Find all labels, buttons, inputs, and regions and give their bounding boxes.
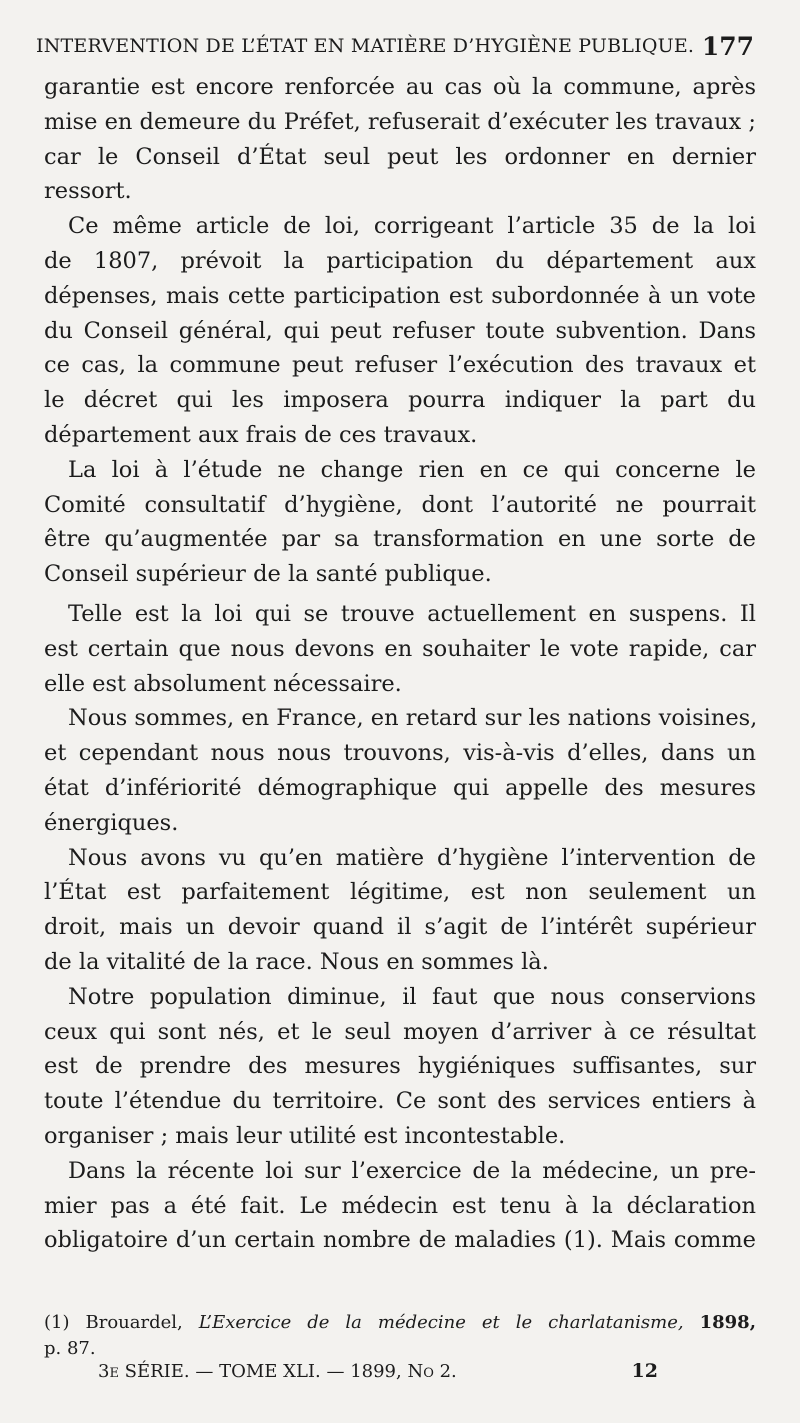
text-line: département aux frais de ces travaux. [44, 421, 478, 448]
text-line: énergiques. [44, 809, 179, 836]
text-line: Nous sommes, en France, en retard sur les nations voisines, [68, 705, 758, 732]
text-line: obligatoire d’un certain nombre de maladies (1). Mais comme [44, 1227, 756, 1254]
text-line: Nous avons vu qu’en matière d’hygiène l’intervention de [68, 844, 756, 871]
text-line: mise en demeure du Préfet, refuserait d’exécuter les travaux ; [44, 108, 756, 135]
running-title: INTERVENTION DE L’ÉTAT EN MATIÈRE D’HYGIÈNE PUBLIQUE. [36, 35, 695, 57]
page-number: 177 [701, 32, 754, 61]
text-line: ceux qui sont nés, et le seul moyen d’arriver à ce résultat [44, 1018, 756, 1045]
footnote [44, 1310, 756, 1362]
footnote-author: Brouardel, [85, 1312, 183, 1333]
text-line: mier pas a été fait. Le médecin est tenu à la déclaration [44, 1192, 756, 1219]
text-line: de 1807, prévoit la participation du département aux [44, 247, 756, 274]
text-line: Telle est la loi qui se trouve actuellement en suspens. Il [68, 600, 756, 627]
footnote-pages: p. 87. [44, 1338, 96, 1359]
text-line: et cependant nous nous trouvons, vis-à-vis d’elles, dans un [44, 740, 756, 767]
text-line: Notre population diminue, il faut que nous conservions [68, 983, 756, 1010]
text-line: Ce même article de loi, corrigeant l’article 35 de la loi [68, 213, 756, 240]
text-line: est de prendre des mesures hygiéniques suffisantes, sur [44, 1053, 756, 1080]
text-line: toute l’étendue du territoire. Ce sont des services entiers à [44, 1088, 756, 1115]
footnote-marker: (1) [44, 1312, 70, 1333]
body-text [44, 70, 756, 1258]
text-line: état d’infériorité démographique qui appelle des mesures [44, 774, 756, 801]
footnote-line [44, 1310, 756, 1336]
text-line: Comité consultatif d’hygiène, dont l’autorité ne pourrait [44, 491, 756, 518]
text-line: de la vitalité de la race. Nous en sommes là. [44, 948, 549, 975]
text-line: La loi à l’étude ne change rien en ce qui concerne le [68, 456, 756, 483]
text-line: droit, mais un devoir quand il s’agit de l’intérêt supérieur [44, 914, 756, 941]
text-line: organiser ; mais leur utilité est incontestable. [44, 1122, 566, 1149]
sheet-number: 12 [631, 1360, 658, 1382]
footnote-year: 1898, [699, 1312, 756, 1333]
text-line: garantie est encore renforcée au cas où la commune, après [44, 74, 756, 100]
text-line: car le Conseil d’État seul peut les ordonner en dernier [44, 143, 756, 170]
text-line: est certain que nous devons en souhaiter le vote rapide, car [44, 635, 756, 662]
text-line: Dans la récente loi sur l’exercice de la médecine, un pre- [68, 1157, 756, 1184]
imprint-series: 3e SÉRIE. — TOME XLI. — 1899, No 2. [98, 1361, 457, 1382]
running-head [36, 32, 754, 71]
text-line: Conseil supérieur de la santé publique. [44, 561, 492, 588]
text-line: l’État est parfaitement légitime, est non seulement un [44, 879, 756, 906]
footnote-title: L’Exercice de la médecine et le charlatanisme, [198, 1312, 684, 1333]
text-line: le décret qui les imposera pourra indiquer la part du [44, 387, 756, 414]
text-line: elle est absolument nécessaire. [44, 670, 402, 697]
text-line: ce cas, la commune peut refuser l’exécution des travaux et [44, 352, 756, 379]
text-line: du Conseil général, qui peut refuser toute subvention. Dans [44, 317, 756, 344]
imprint-line [98, 1361, 658, 1389]
text-line: être qu’augmentée par sa transformation en une sorte de [44, 526, 756, 553]
text-line: ressort. [44, 178, 132, 205]
text-line: dépenses, mais cette participation est subordonnée à un vote [44, 282, 756, 309]
